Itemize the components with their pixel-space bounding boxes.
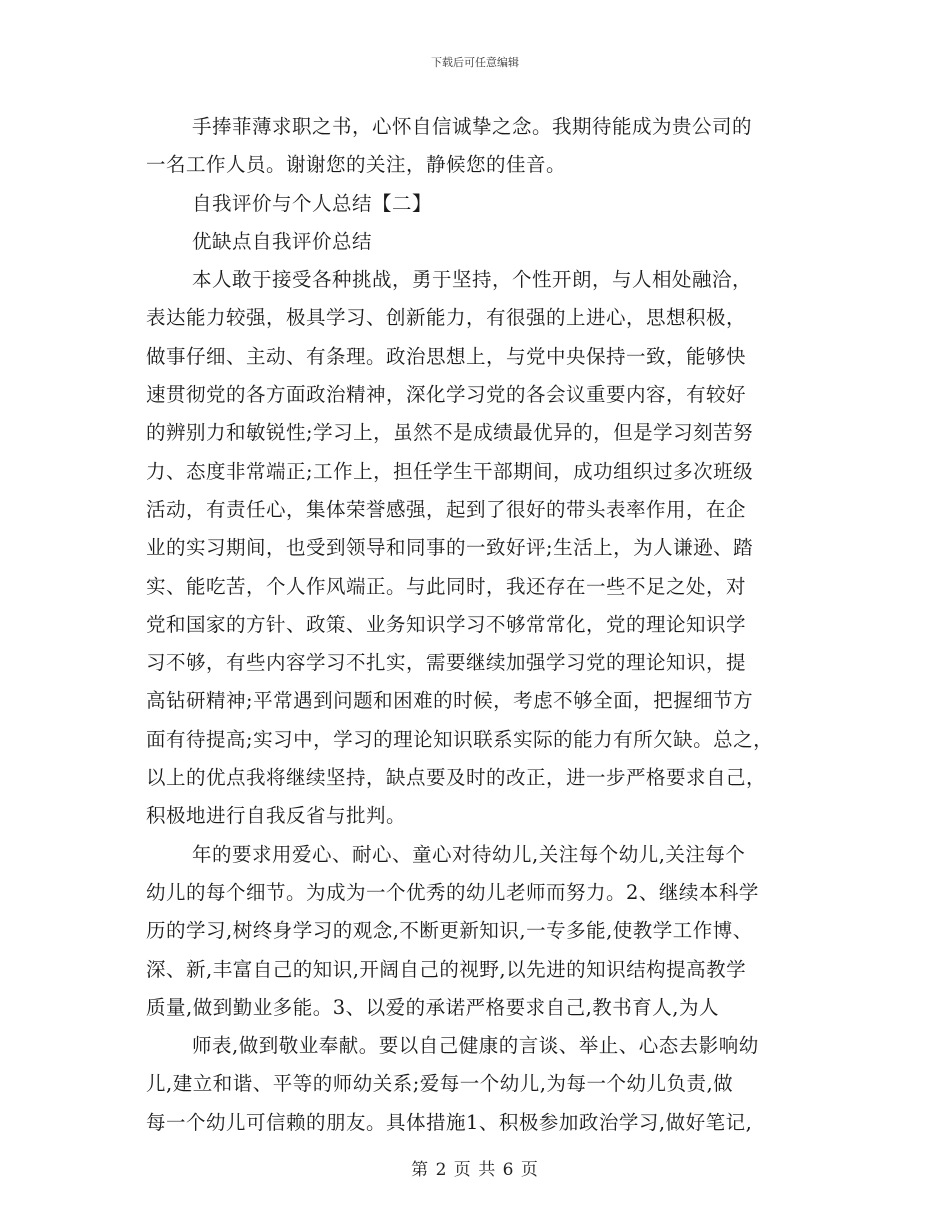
page-number-footer: 第 2 页 共 6 页 — [411, 1160, 539, 1180]
paragraph-closing — [146, 108, 814, 185]
text-line: 自我评价与个人总结【二】 — [192, 191, 433, 215]
text-line: 历的学习,树终身学习的观念,不断更新知识,一专多能,使教学工作博、 — [146, 919, 753, 943]
section-subheading — [146, 223, 814, 261]
paragraph-teaching-goals — [146, 836, 814, 1027]
text-line: 的辨别力和敏锐性;学习上，虽然不是成绩最优异的，但是学习刻苦努 — [146, 421, 754, 445]
text-line: 业的实习期间，也受到领导和同事的一致好评;生活上，为人谦逊、踏 — [146, 536, 754, 560]
text-line: 手捧菲薄求职之书，心怀自信诚挚之念。我期待能成为贵公司的 — [192, 115, 753, 138]
text-line: 每一个幼儿可信赖的朋友。具体措施1、积极参加政治学习,做好笔记, — [146, 1110, 753, 1134]
text-line: 速贯彻党的各方面政治精神，深化学习党的各会议重要内容，有较好 — [146, 383, 747, 407]
text-line: 表达能力较强，极具学习、创新能力，有很强的上进心，思想积极， — [146, 306, 747, 330]
text-line: 面有待提高;实习中，学习的理论知识联系实际的能力有所欠缺。总之， — [146, 727, 774, 751]
text-line: 实、能吃苦，个人作风端正。与此同时，我还存在一些不足之处，对 — [146, 574, 747, 598]
text-line: 一名工作人员。谢谢您的关注，静候您的佳音。 — [146, 153, 567, 177]
text-line: 活动，有责任心，集体荣誉感强，起到了很好的带头表率作用，在企 — [146, 497, 747, 521]
text-line: 儿,建立和谐、平等的师幼关系;爱每一个幼儿,为每一个幼儿负责,做 — [146, 1072, 734, 1096]
section-heading — [146, 185, 814, 223]
text-line: 质量,做到勤业多能。3、以爱的承诺严格要求自己,教书育人,为人 — [146, 995, 720, 1019]
paragraph-self-evaluation — [146, 261, 814, 835]
text-line: 党和国家的方针、政策、业务知识学习不够常常化，党的理论知识学 — [146, 612, 747, 636]
text-line: 师表,做到敬业奉献。要以自己健康的言谈、举止、心态去影响幼 — [192, 1034, 759, 1058]
text-line: 以上的优点我将继续坚持，缺点要及时的改正，进一步严格要求自己， — [146, 766, 767, 790]
text-line: 优缺点自我评价总结 — [192, 229, 373, 253]
document-body — [146, 108, 814, 1142]
text-line: 年的要求用爱心、耐心、童心对待幼儿,关注每个幼儿,关注每个 — [192, 842, 746, 866]
text-line: 幼儿的每个细节。为成为一个优秀的幼儿老师而努力。2、继续本科学 — [146, 880, 759, 904]
text-line: 力、态度非常端正;工作上，担任学生干部期间，成功组织过多次班级 — [146, 459, 754, 483]
text-line: 积极地进行自我反省与批判。 — [146, 804, 407, 828]
page-header-note: 下载后可任意编辑 — [431, 56, 519, 69]
text-line: 本人敢于接受各种挑战，勇于坚持，个性开朗，与人相处融洽， — [192, 268, 753, 292]
text-line: 习不够，有些内容学习不扎实，需要继续加强学习党的理论知识，提 — [146, 651, 747, 675]
text-line: 做事仔细、主动、有条理。政治思想上，与党中央保持一致，能够快 — [146, 344, 747, 368]
text-line: 深、新,丰富自己的知识,开阔自己的视野,以先进的知识结构提高教学 — [146, 957, 747, 981]
paragraph-teacher-conduct — [146, 1027, 814, 1142]
text-line: 高钻研精神;平常遇到问题和困难的时候，考虑不够全面，把握细节方 — [146, 689, 754, 713]
